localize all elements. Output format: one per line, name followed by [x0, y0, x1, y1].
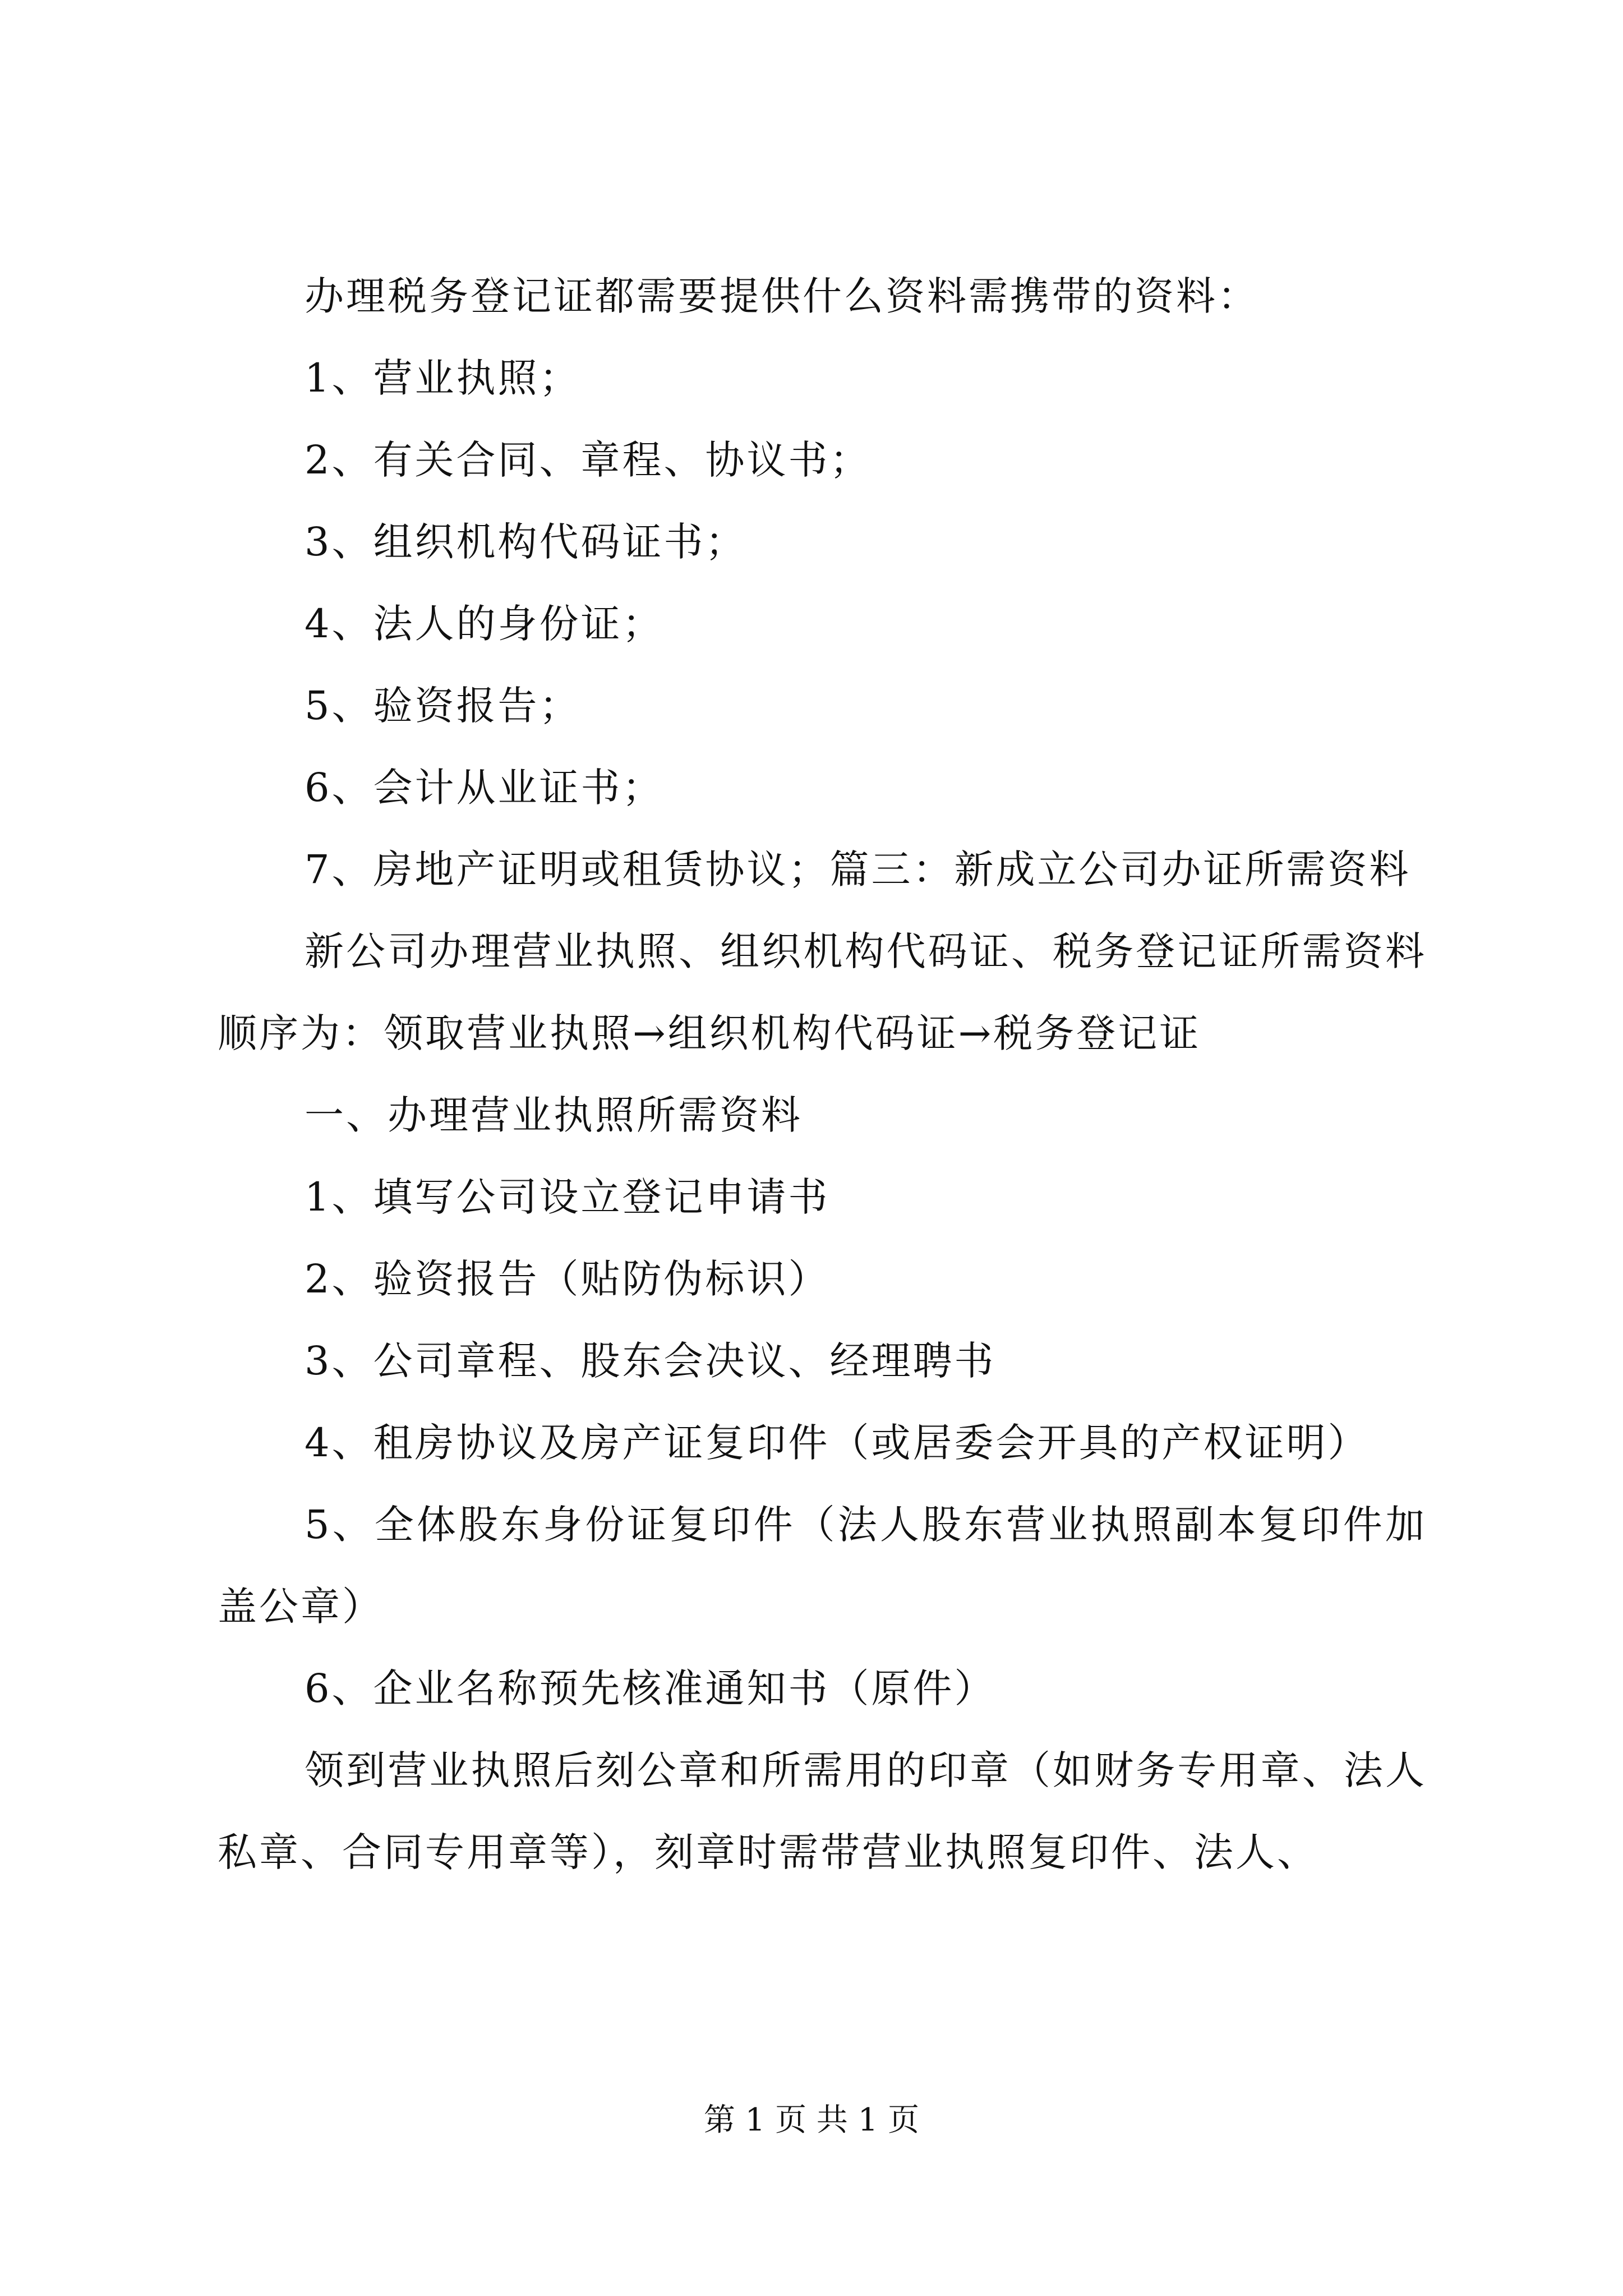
list-item: 5、全体股东身份证复印件（法人股东营业执照副本复印件加盖公章） — [218, 1502, 1427, 1630]
list-item: 4、法人的身份证； — [305, 601, 664, 647]
list-item: 6、会计从业证书； — [305, 765, 664, 811]
document-body — [218, 255, 1427, 1893]
list-item: 3、公司章程、股东会决议、经理聘书 — [305, 1338, 996, 1384]
paragraph-intro: 办理税务登记证都需要提供什么资料需携带的资料： — [305, 273, 1259, 319]
list-item: 1、营业执照； — [305, 355, 581, 401]
list-item: 2、有关合同、章程、协议书； — [305, 437, 872, 483]
paragraph-order: 新公司办理营业执照、组织机构代码证、税务登记证所需资料顺序为：领取营业执照→组织机构代码证→税务登记证 — [218, 928, 1427, 1056]
section-heading: 一、办理营业执照所需资料 — [305, 1092, 803, 1138]
list-item: 1、填写公司设立登记申请书 — [305, 1174, 830, 1220]
list-item: 7、房地产证明或租赁协议；篇三：新成立公司办证所需资料 — [305, 846, 1411, 892]
list-item: 4、租房协议及房产证复印件（或居委会开具的产权证明） — [305, 1420, 1370, 1466]
paragraph-seals: 领到营业执照后刻公章和所需用的印章（如财务专用章、法人私章、合同专用章等），刻章时需带营业执照复印件、法人、 — [218, 1747, 1427, 1875]
list-item: 6、企业名称预先核准通知书（原件） — [305, 1665, 996, 1711]
page-footer: 第 1 页 共 1 页 — [703, 2102, 920, 2138]
list-item: 2、验资报告（贴防伪标识） — [305, 1256, 830, 1302]
list-item: 3、组织机构代码证书； — [305, 519, 747, 565]
list-item: 5、验资报告； — [305, 683, 581, 729]
